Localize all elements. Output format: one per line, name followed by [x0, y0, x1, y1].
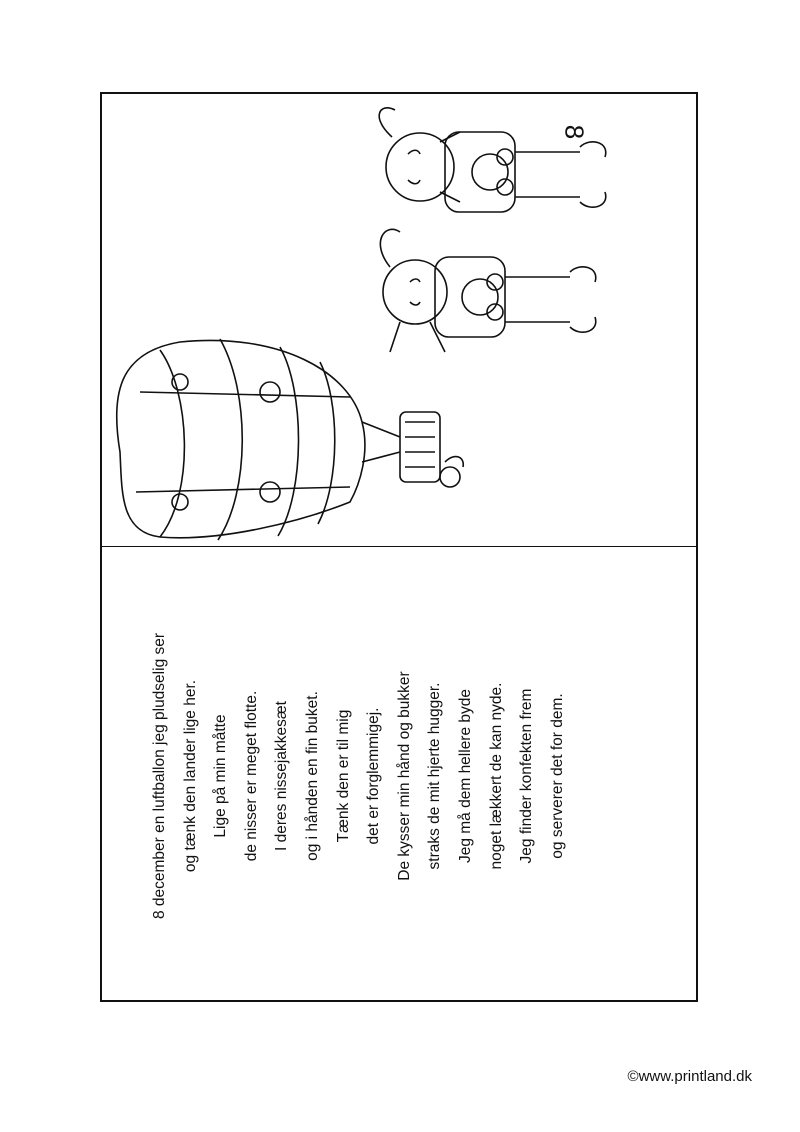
poem-line: I deres nissejakkesæt [273, 701, 291, 851]
poem-line: noget lækkert de kan nyde. [487, 682, 505, 870]
poem-line: de nisser er meget flotte. [242, 690, 260, 862]
elf-left-illustration [380, 229, 595, 352]
elf-right-illustration [379, 108, 606, 212]
poem-line: Jeg må dem hellere byde [456, 688, 474, 864]
poem-line: og serverer det for dem. [548, 693, 566, 859]
poem-line: Lige på min måtte [212, 714, 230, 838]
poem-line: og tænk den lander lige her. [181, 679, 199, 873]
poem-line: det er forglemmigej. [365, 707, 383, 845]
poem-line: De kysser min hånd og bukker [395, 671, 413, 881]
poem-block [145, 496, 625, 1056]
copyright-text: ©www.printland.dk [627, 1068, 752, 1085]
poem-line: Jeg finder konfekten frem [518, 688, 536, 864]
poem-line: Tænk den er til mig [334, 709, 352, 843]
poem-line: straks de mit hjerte hugger. [426, 682, 444, 870]
coloring-illustration [100, 92, 698, 546]
poem-line: 8 december en luftballon jeg pludselig ser [151, 632, 168, 920]
poem-line: og i hånden en fin buket. [303, 691, 321, 861]
page-number: 8 [559, 124, 590, 140]
